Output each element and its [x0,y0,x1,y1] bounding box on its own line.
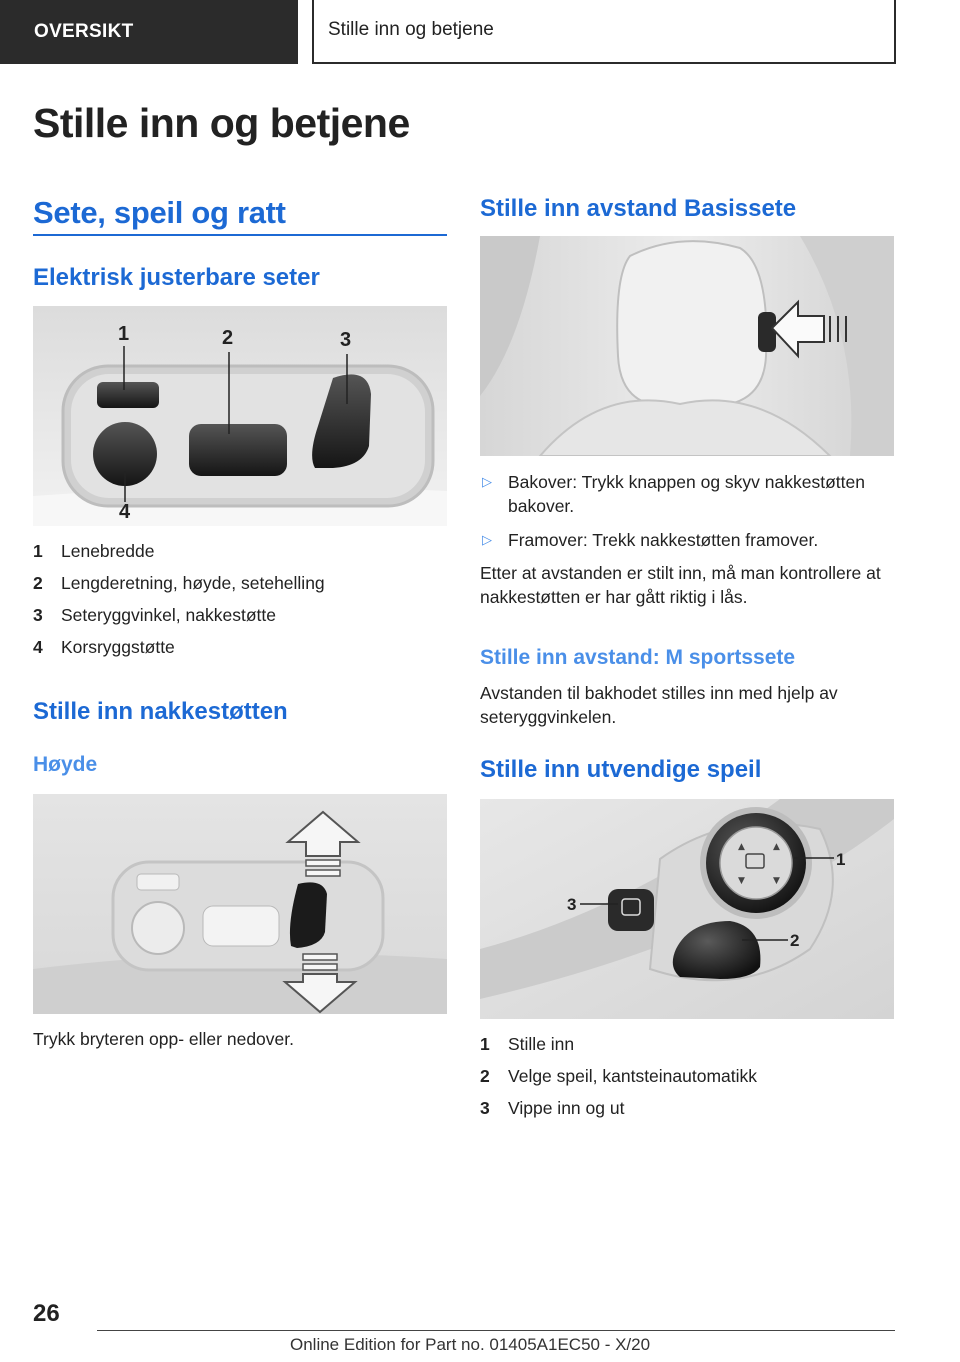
mirrors-heading: Stille inn utvendige speil [480,756,762,783]
headrest-distance-figure [480,236,894,456]
item-number: 4 [33,637,43,657]
list-item [33,599,447,631]
svg-text:▲: ▲ [773,842,780,852]
item-number: 3 [33,605,43,625]
chapter-tab: Stille inn og betjene [312,0,896,64]
msport-text: Avstanden til bakhodet stilles inn med hjelp av seteryggvinkelen. [480,683,838,727]
headrest-caption: Trykk bryteren opp- eller nedover. [33,1029,294,1049]
seats-heading: Elektrisk justerbare seter [33,264,320,291]
page-header [0,0,960,66]
footer-rule [97,1330,895,1331]
height-subheading: Høyde [33,753,98,776]
list-item [33,535,447,567]
mirror-controls-figure [480,799,894,1019]
item-number: 2 [33,573,43,593]
headrest-heading: Stille inn nakkestøtten [33,698,288,725]
bullet-text: Bakover: Trykk knappen og skyv nakkestøtten bakover. [508,472,865,516]
list-item [480,1060,894,1092]
footer-edition: Online Edition for Part no. 01405A1EC50 - X/20 [290,1335,651,1354]
bullet-marker: ▷ [482,532,492,547]
seats-legend [33,535,447,663]
bullet-text: Framover: Trekk nakkestøtten framover. [508,530,819,550]
item-text: Lenebredde [61,541,155,561]
item-text: Velge speil, kantsteinautomatikk [508,1066,758,1086]
seat-callout-4: 4 [119,501,131,523]
svg-text:▲: ▲ [738,842,745,852]
mirrors-legend [480,1028,894,1124]
seat-callout-1: 1 [118,323,130,345]
item-text: Stille inn [508,1034,575,1054]
seat-callout-2: 2 [222,327,234,349]
item-text: Vippe inn og ut [508,1098,625,1118]
list-item [480,1092,894,1124]
item-number: 3 [480,1098,490,1118]
basis-heading: Stille inn avstand Basissete [480,195,797,222]
section-tab: OVERSIKT [0,0,298,64]
item-text: Korsryggstøtte [61,637,175,657]
bullet-item [480,528,894,552]
mirror-callout-1: 1 [836,850,846,869]
mirror-callout-3: 3 [567,895,577,914]
item-text: Seteryggvinkel, nakkestøtte [61,605,276,625]
svg-text:▼: ▼ [773,876,780,886]
item-number: 2 [480,1066,490,1086]
bullet-item [480,470,894,518]
mirror-callout-2: 2 [790,931,800,950]
seat-controls-figure [33,306,447,526]
basis-note: Etter at avstanden er stilt inn, må man kontrollere at nakkestøtten er har gått riktig i lås. [480,563,881,607]
svg-text:▼: ▼ [738,876,745,886]
item-number: 1 [480,1034,490,1054]
section-heading: Sete, speil og ratt [33,195,286,230]
bullet-marker: ▷ [482,474,492,489]
page-title: Stille inn og betjene [33,100,410,146]
list-item [480,1028,894,1060]
seat-callout-3: 3 [340,329,352,351]
item-text: Lengderetning, høyde, setehelling [61,573,325,593]
item-number: 1 [33,541,43,561]
msport-heading: Stille inn avstand: M sportssete [480,646,796,669]
headrest-switch-figure [33,794,447,1014]
list-item [33,567,447,599]
list-item [33,631,447,663]
section-rule [33,234,447,236]
page-number: 26 [33,1300,60,1327]
